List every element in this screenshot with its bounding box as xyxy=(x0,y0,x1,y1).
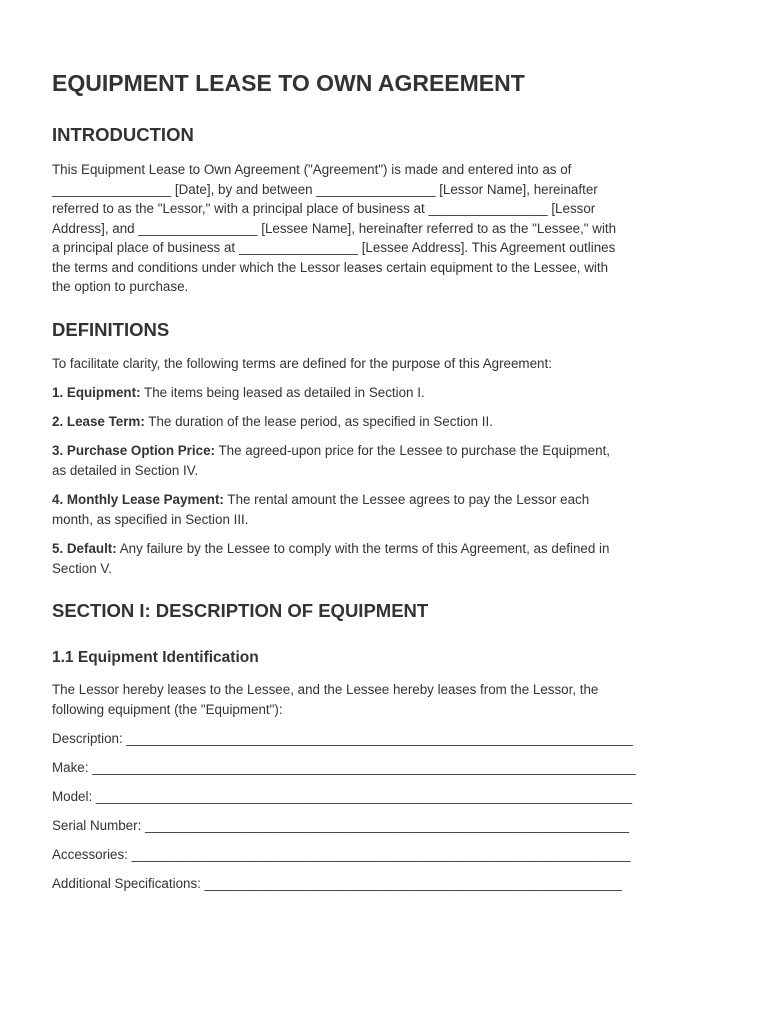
definition-item-equipment xyxy=(52,383,425,403)
definition-text: Any failure by the Lessee to comply with the terms of this Agreement, as defined in xyxy=(116,541,610,556)
introduction-paragraph xyxy=(52,160,616,297)
description-field[interactable]: Description: ____________________________________________________________________ xyxy=(52,731,633,746)
section-1-heading: SECTION I: DESCRIPTION OF EQUIPMENT xyxy=(52,600,429,621)
make-field[interactable]: Make: _________________________________________________________________________ xyxy=(52,760,636,775)
definition-text: The duration of the lease period, as specified in Section II. xyxy=(144,414,493,429)
definition-text: The items being leased as detailed in Section I. xyxy=(140,385,425,400)
definition-term: 1. Equipment: xyxy=(52,385,141,400)
definition-text: as detailed in Section IV. xyxy=(52,462,199,478)
definition-item-monthly-lease-payment xyxy=(52,490,589,529)
definition-text: month, as specified in Section III. xyxy=(52,511,249,527)
intro-line: the option to purchase. xyxy=(52,279,189,294)
paragraph-line: following equipment (the "Equipment"): xyxy=(52,701,283,717)
definition-item-default xyxy=(52,539,609,578)
definition-item-lease-term xyxy=(52,412,493,432)
section-1-1-heading: 1.1 Equipment Identification xyxy=(52,649,259,666)
intro-line: referred to as the "Lessor," with a principal place of business at ________________ [Lessor xyxy=(52,201,596,216)
definition-term: 2. Lease Term: xyxy=(52,414,145,429)
model-field[interactable]: Model: ________________________________________________________________________ xyxy=(52,789,633,804)
definition-term: 4. Monthly Lease Payment: xyxy=(52,492,224,507)
additional-specifications-field[interactable]: Additional Specifications: ________________________________________________________ xyxy=(52,876,622,891)
intro-line: Address], and ________________ [Lessee Name], hereinafter referred to as the "Lessee," with xyxy=(52,220,617,236)
serial-number-field[interactable]: Serial Number: _________________________________________________________________ xyxy=(52,818,630,833)
intro-line: ________________ [Date], by and between ________________ [Lessor Name], hereinafter xyxy=(52,181,598,197)
definition-text: The agreed-upon price for the Lessee to purchase the Equipment, xyxy=(214,443,611,458)
paragraph-line: The Lessor hereby leases to the Lessee, and the Lessee hereby leases from the Lessor, the xyxy=(52,682,599,697)
definitions-heading: DEFINITIONS xyxy=(52,319,170,340)
intro-line: This Equipment Lease to Own Agreement ("Agreement") is made and entered into as of xyxy=(52,162,572,177)
definition-term: 5. Default: xyxy=(52,541,117,556)
intro-line: the terms and conditions under which the Lessor leases certain equipment to the Lessee, with xyxy=(52,259,609,275)
introduction-heading: INTRODUCTION xyxy=(52,124,194,145)
intro-line: a principal place of business at ________________ [Lessee Address]. This Agreement outlines xyxy=(52,240,616,255)
document-title: EQUIPMENT LEASE TO OWN AGREEMENT xyxy=(52,70,525,96)
definition-term: 3. Purchase Option Price: xyxy=(52,443,215,458)
definition-text: Section V. xyxy=(52,560,112,576)
definition-text: The rental amount the Lessee agrees to pay the Lessor each xyxy=(223,492,590,507)
definitions-intro: To facilitate clarity, the following terms are defined for the purpose of this Agreement: xyxy=(52,356,552,371)
definition-item-purchase-option-price xyxy=(52,441,610,480)
section-1-1-paragraph xyxy=(52,680,598,719)
accessories-field[interactable]: Accessories: ___________________________________________________________________ xyxy=(52,847,631,862)
